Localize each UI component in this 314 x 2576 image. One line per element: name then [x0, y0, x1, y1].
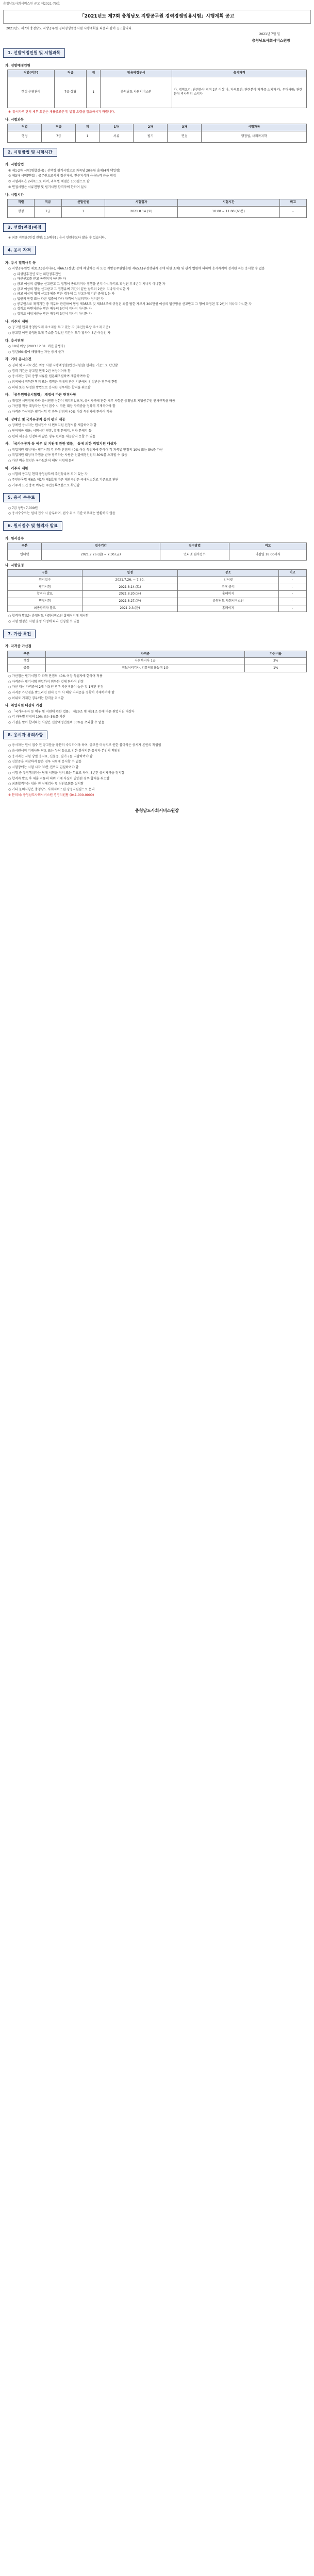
body-line: ○ 자격증 가산점을 받으려면 원서 접수 시 해당 자격증을 정확히 기재하여야 함 — [8, 690, 114, 694]
body-line: ○ 경력 기간은 공고일 현재 2년 이상이어야 함 — [8, 369, 71, 373]
table-cell: 홈페이지 — [178, 591, 278, 598]
table-header: 장소 — [178, 570, 278, 577]
issuing-org: 충청남도사회서비스원장 — [252, 39, 290, 43]
table-cell: 마감일 18:00까지 — [229, 550, 307, 560]
body-line: ○ 응시자는 시험 당일 응시표, 신분증, 필기구를 지참하여야 함 — [8, 754, 93, 758]
body-line: ○ 공고일 이전 충청남도에 주소를 두었던 기간이 모두 합하여 3년 이상인 자 — [8, 331, 111, 335]
body-line: ○ 편의 제공을 신청하지 않은 경우 편의를 제공받지 못할 수 있음 — [8, 434, 96, 438]
table-cell: 추후 공지 — [178, 584, 278, 591]
table-row — [8, 598, 307, 605]
subsection-title: 가. 자격증 가산점 — [5, 644, 31, 649]
table-row — [8, 591, 307, 598]
table-cell: 가. 경력요건: 관련분야 경력 2년 이상 나. 자격요건: 관련분야 자격증 소지자 다. 우대사항: 관련분야 박사학위 소지자 — [172, 77, 307, 108]
body-line: ○ 취업지원 대상자는 필기시험 각 과목 만점의 40% 이상 득점자에 한하여 각 과목별 만점의 10% 또는 5%를 가산 — [8, 448, 163, 452]
body-line: ○ 신분증을 지참하지 않은 경우 시험에 응시할 수 없음 — [8, 760, 82, 764]
body-line: ○ 최종합격자는 임용 전 신체검사 및 신원조회를 실시함 — [8, 782, 84, 786]
table-row — [8, 584, 307, 591]
table-cell: 공통 — [8, 665, 46, 672]
section-title: 8. 응시자 유의사항 — [3, 731, 47, 740]
table-cell: 7급 상당 — [54, 77, 87, 108]
table-cell: 2021.7.26. ~ 7.30. — [82, 577, 178, 584]
exam-schedule-table — [7, 569, 307, 612]
subsection-title: 사. 「국가유공자 등 예우 및 지원에 관한 법률」 등에 의한 취업지원 대상자 — [5, 442, 117, 446]
body-line: ○ 7급 상당: 7,000원 — [8, 506, 38, 510]
table-header: 직렬 — [8, 199, 35, 206]
body-line: ○ 장애인 응시자는 원서접수 시 편의지원 신청서를 제출하여야 함 — [8, 423, 97, 428]
note-text: ※ '응시자격'란의 세부 요건은 채용공고문 및 별첨 요령을 참조하시기 바랍니다. — [8, 110, 115, 114]
body-line: ○ 「국가유공자 등 예우 및 지원에 관한 법률」 제29조 및 제31조 등에 따른 취업지원 대상자 — [8, 709, 135, 714]
table-row — [8, 577, 307, 584]
table-header: 직급 — [42, 124, 76, 131]
table-cell: 7급 — [42, 131, 76, 142]
body-line: ○ 허위 또는 부정한 방법으로 응시한 경우에는 합격을 취소함 — [8, 385, 91, 389]
section-title: 3. 선발(면접)예정 — [3, 223, 46, 232]
table-cell: 인터넷 — [178, 577, 278, 584]
table-cell: 충청남도 사회서비스원 — [101, 77, 172, 108]
body-line: ○ 금고 이상의 형의 선고유예를 받은 경우에 그 선고유예 기간 중에 있는 자 — [13, 292, 115, 296]
section-title: 7. 가산 특전 — [3, 630, 36, 639]
body-line: ○ 지방공무원법 제31조(결격사유), 제66조(정년) 등에 해당하는 자 또는 지방공무원임용령 제65조(부정행위자 등에 대한 조치) 및 관계 법령에 의하여 응시자격이 정지된 자는 응시할 수 없음 — [8, 266, 265, 270]
table-header: 직렬 — [8, 124, 42, 131]
table-cell: 2021.8.27.(금) — [82, 598, 178, 605]
table-cell: 원서접수 — [8, 577, 82, 584]
table-cell: 행정 — [8, 658, 46, 665]
body-line: ○ 가산점은 필기시험 각 과목 만점의 40% 이상 득점자에 한하여 적용 — [8, 674, 103, 678]
table-header: 구분 — [8, 570, 82, 577]
subsection-title: 나. 시험시간 — [5, 192, 24, 197]
table-header: 직급 — [35, 199, 61, 206]
body-line: ○ 가점을 받아 합격하는 사람은 선발예정인원의 30%를 초과할 수 없음 — [8, 721, 105, 725]
table-cell: 서류 — [99, 131, 133, 142]
table-cell: 최종합격자 발표 — [8, 605, 82, 612]
subsection-title: 가. 선발예정인원 — [5, 63, 30, 67]
body-line: ○ 파산선고를 받고 복권되지 아니한 자 — [13, 277, 66, 281]
table-header: 접수기간 — [42, 543, 160, 550]
title-box — [3, 10, 311, 24]
table-header: 2차 — [134, 124, 168, 131]
table-header: 구분 — [8, 651, 46, 658]
body-line: ○ 시험 중 부정행위자는 당해 시험을 정지 또는 무효로 하며, 5년간 응시자격을 정지함 — [8, 771, 125, 775]
table-header: 일정 — [82, 570, 178, 577]
body-line: ○ 응시자는 경력 증명 서류를 원본대조필하여 제출하여야 함 — [8, 375, 90, 379]
table-cell: 면접 — [168, 131, 202, 142]
subsection-title: 가. 시험방법 — [5, 162, 24, 167]
section-1 — [3, 48, 311, 143]
body-line: ○ 징계로 해임처분을 받은 때부터 3년이 지나지 아니한 자 — [13, 312, 92, 316]
table-row — [8, 605, 307, 612]
subsection-title: 나. 취업지원 대상자 가점 — [5, 703, 43, 708]
body-line: ○ 자격증 가산점은 필기시험 각 과목 만점의 40% 이상 득점자에 한하여 적용 — [8, 410, 112, 414]
notice-number: 충청남도사회서비스원 공고 제2021-70호 — [3, 2, 60, 6]
body-line: ○ 합격자 발표 후 제출 서류의 허위 기재 사실이 발견된 경우 합격을 취소함 — [8, 776, 110, 781]
table-cell: - — [278, 577, 306, 584]
notice-date: 2021년 7월 일 — [259, 32, 280, 37]
subsection-title: 가. 원서접수 — [5, 536, 24, 540]
body-line: ○ 자격증은 필기시험 전일까지 취득한 것에 한하여 인정 — [8, 680, 84, 684]
table-cell: - — [278, 591, 306, 598]
body-line: ○ 가산점 적용 대상자는 원서 접수 시 가산 대상 자격증을 정확히 기재하여야 함 — [8, 404, 115, 409]
body-line: ○ 공고일 현재 충청남도에 주소지를 두고 있는 자 (주민등록상 주소지 기준) — [8, 326, 110, 330]
table-cell: 1% — [245, 665, 307, 672]
table-header: 직렬(직류) — [8, 70, 55, 77]
table-cell: 7급 — [35, 206, 61, 217]
notice-title: 「2021년도 제7회 충청남도 지방공무원 경력경쟁임용시험」시행계획 공고 — [79, 13, 235, 19]
body-line: ○ 금고 이상의 형을 선고받고 그 집행유예 기간이 끝난 날부터 2년이 지나지 아니한 자 — [13, 287, 130, 291]
body-line: ○ 징계로 파면처분을 받은 때부터 5년이 지나지 아니한 자 — [13, 307, 92, 311]
table-cell: - — [278, 605, 306, 612]
body-line: ※ 최종 지원율(면접 전형: 1.5배수) : 응시 인원수보다 많을 수 있습니다. — [8, 236, 106, 240]
bonus-table — [7, 651, 307, 672]
table-cell: 행정 운영관리 — [8, 77, 55, 108]
table-cell: 행정법, 사회복지학 — [202, 131, 307, 142]
body-line: ○ 시험의 공고일 현재 충청남도에 주민등록이 되어 있는 자 — [8, 472, 88, 477]
body-line: ○ 시험장에는 시험 시작 30분 전까지 입실하여야 함 — [8, 766, 79, 770]
subsection-title: 나. 시험과목 — [5, 117, 24, 122]
table-cell: 필기 — [134, 131, 168, 142]
body-line: ○ 가산 대상 자격증이 2개 이상인 경우 가산비율이 높은 것 1개만 인정 — [8, 685, 104, 689]
section-title: 6. 원서접수 및 합격자 발표 — [3, 521, 62, 531]
body-line: ④ 면접시험은 서류전형 및 필기시험 합격자에 한하여 실시 — [8, 185, 87, 189]
section-title: 2. 시험방법 및 시험시간 — [3, 148, 57, 157]
table-header: 비고 — [279, 199, 306, 206]
table-header: 시험시간 — [177, 199, 279, 206]
table-header: 구분 — [8, 543, 42, 550]
body-line: ○ 법원의 판결 또는 다른 법률에 따라 자격이 상실되거나 정지된 자 — [13, 297, 104, 301]
table-row — [8, 658, 307, 665]
body-line: ○ 외국에서 취득한 학위 또는 경력은 국내의 관련 기관에서 인정받은 경우에 한함 — [8, 380, 118, 384]
subsection-title: 나. 시험일정 — [5, 563, 24, 567]
table-cell: 1 — [61, 206, 105, 217]
application-table — [7, 543, 307, 561]
body-line: ○ 각 과목별 만점의 10% 또는 5%를 가산 — [8, 715, 65, 719]
body-line: ○ 허위로 기재한 경우에는 합격을 취소함 — [8, 696, 64, 700]
table-header: 응시자격 — [172, 70, 307, 77]
table-cell: 2021.8.14.(토) — [82, 584, 178, 591]
subsection-title: 아. 거주지 제한 — [5, 466, 28, 470]
table-header: 1차 — [99, 124, 133, 131]
table-cell: 인터넷 원서접수 — [160, 550, 229, 560]
table-cell: 3% — [245, 658, 307, 665]
body-line: ○ 정년(60세)에 해당하는 자는 응시 불가 — [8, 350, 64, 354]
recruitment-table — [7, 70, 307, 108]
table-header: 선발인원 — [61, 199, 105, 206]
table-header: 임용예정부서 — [101, 70, 172, 77]
body-line: ○ 주민등록법 제6조 제1항 제3호에 따른 재외국민은 국내거소신고 기준으로 판단 — [8, 478, 119, 482]
body-line: ○ 편의제공 내용: 시험시간 연장, 확대 문제지, 점자 문제지 등 — [8, 429, 92, 433]
table-header: 비고 — [278, 570, 306, 577]
body-line: ○ 거주지 요건 충족 여부는 주민등록초본으로 확인함 — [8, 483, 80, 487]
body-line: ○ 피성년후견인 또는 피한정후견인 — [13, 272, 61, 276]
table-cell: 홈페이지 — [178, 605, 278, 612]
table-header: 접수방법 — [160, 543, 229, 550]
table-cell: - — [278, 598, 306, 605]
table-cell: 2021.9.3.(금) — [82, 605, 178, 612]
section-2 — [3, 148, 311, 218]
subsection-title: 라. 기타 응시요건 — [5, 357, 31, 362]
table-cell: 2021.8.14.(토) — [105, 206, 177, 217]
body-line: ② 제3차 시험(면접) : 공무원으로서의 정신자세, 전문지식과 응용능력 등을 평정 — [8, 174, 116, 178]
subsection-title: 가. 응시 결격사유 등 — [5, 260, 36, 265]
section-title: 4. 응시 자격 — [3, 246, 36, 255]
table-cell: 인터넷 — [8, 550, 42, 560]
section-title: 1. 선발예정인원 및 시험과목 — [3, 48, 65, 58]
section-3 — [3, 223, 311, 241]
table-cell: 필기시험 — [8, 584, 82, 591]
section-8 — [3, 731, 311, 798]
table-header: 자격증 — [45, 651, 245, 658]
subsection-title: 마. 「공무원임용시험령」 개정에 따른 변경사항 — [5, 393, 76, 397]
body-line: ○ 취업지원 대상자 가점을 받아 합격하는 사람은 선발예정인원의 30%를 초과할 수 없음 — [8, 453, 127, 457]
section-5 — [3, 493, 311, 516]
subsection-title: 다. 응시연령 — [5, 338, 24, 343]
body-line: ○ 기타 문의사항은 충청남도 사회서비스원 경영지원팀으로 문의 — [8, 787, 95, 791]
table-row — [8, 665, 307, 672]
table-cell: 행정 — [8, 131, 42, 142]
table-cell: - — [279, 206, 306, 217]
section-title: 5. 응시 수수료 — [3, 493, 40, 502]
section-6 — [3, 521, 311, 624]
table-header: 시험일자 — [105, 199, 177, 206]
body-line: ○ 합격자 발표는 충청남도 사회서비스원 홈페이지에 게시함 — [8, 614, 89, 618]
footer-org: 충청남도사회서비스원장 — [135, 808, 179, 814]
body-line: ○ 경력 및 자격요건은 최종 시험 시행예정일(면접시험일) 현재를 기준으로 판단함 — [8, 363, 118, 367]
body-line: ○ 응시수수료는 원서 접수 시 납부하며, 접수 취소 기간 이후에는 반환하지 않음 — [8, 512, 115, 516]
table-cell: 2021.7.26.(월) ~ 7.30.(금) — [42, 550, 160, 560]
table-cell: 1 — [87, 77, 101, 108]
table-cell: 충청남도 사회서비스원 — [178, 598, 278, 605]
body-line: ○ 응시자는 원서 접수 전 공고문을 충분히 숙지하여야 하며, 공고문 미숙지로 인한 불이익은 응시자 본인의 책임임 — [8, 743, 161, 748]
body-line: ○ 개정된 시험령에 따라 응시연령 상한이 폐지되었으며, 응시자격에 관한 세부 사항은 충청남도 지방공무원 인사규칙을 따름 — [8, 399, 175, 403]
subjects-table — [7, 124, 307, 143]
subsection-title: 바. 장애인 및 국가유공자 등의 편의 제공 — [5, 417, 65, 421]
body-line: ○ 18세 이상 (2003.12.31. 이전 출생자) — [8, 345, 65, 349]
table-cell: 사회복지사 1급 — [45, 658, 245, 665]
table-header: 직급 — [54, 70, 87, 77]
table-header: 3차 — [168, 124, 202, 131]
body-line: ○ 금고 이상의 실형을 선고받고 그 집행이 종료되거나 집행을 받지 아니하기로 확정된 후 5년이 지나지 아니한 자 — [13, 282, 166, 286]
schedule-table — [7, 199, 307, 218]
table-header: 계 — [87, 70, 101, 77]
table-cell: 10:00 ~ 11:00 (60분) — [177, 206, 279, 217]
section-7 — [3, 630, 311, 725]
table-cell: 정보처리기사, 컴퓨터활용능력 1급 — [45, 665, 245, 672]
body-line: ○ 가산 비율 확인은 국가보훈처 해당 지청에 문의 — [8, 459, 75, 463]
contact-note: ※ 문의처: 충청남도사회서비스원 경영지원팀 (041-000-0000) — [8, 793, 94, 797]
body-line: ○ 공무원으로 재직기간 중 직무와 관련하여 형법 제355조 및 제356조에 규정된 죄를 범한 자로서 300만원 이상의 벌금형을 선고받고 그 형이 확정된 후 2년이 지나지 아니한 자 — [13, 302, 252, 306]
table-header: 가산비율 — [245, 651, 307, 658]
body-line: ③ 시험과목은 2과목으로 하며, 과목별 배점은 100점으로 함 — [8, 180, 90, 184]
table-cell: 합격자 발표 — [8, 591, 82, 598]
table-cell: 면접시험 — [8, 598, 82, 605]
table-cell: 행정 — [8, 206, 35, 217]
body-line: ○ 응시원서의 기재사항 착오 또는 누락 등으로 인한 불이익은 응시자 본인의 책임임 — [8, 749, 121, 753]
section-4 — [3, 246, 311, 488]
table-header: 비고 — [229, 543, 307, 550]
table-cell: - — [278, 584, 306, 591]
table-header: 시험과목 — [202, 124, 307, 131]
table-header: 계 — [76, 124, 100, 131]
body-line: ① 제1·2차 시험(병합실시) : 선택형 필기시험으로 과목당 20문항 출제(4지 택일형) — [8, 168, 121, 173]
table-cell: 2021.8.20.(금) — [82, 591, 178, 598]
subsection-title: 나. 거주지 제한 — [5, 319, 28, 324]
body-line: ○ 시험 일정은 시험 운영 사정에 따라 변경될 수 있음 — [8, 620, 80, 624]
intro-text: 2021년도 제7회 충청남도 지방공무원 경력경쟁임용시험 시행계획을 다음과 같이 공고합니다. — [6, 26, 133, 30]
table-cell: 1 — [76, 131, 100, 142]
